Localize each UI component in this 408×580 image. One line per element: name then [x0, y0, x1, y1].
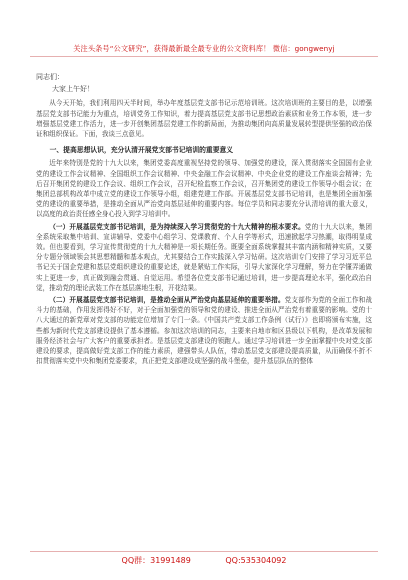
- point-2-heading: （二）开展基层党支部书记培训，是推动全面从严治党向基层延伸的重要举措。: [49, 296, 285, 305]
- section-heading-1: 一、提高思想认识，充分认清开展党支部书记培训的重要意义: [49, 146, 234, 155]
- point-1-heading: （一）开展基层党支部书记培训，是为持续深入学习贯彻党的十九大精神的根本要求。: [49, 222, 305, 231]
- paragraph-point-1: [36, 222, 372, 293]
- header-divider: [30, 56, 378, 57]
- footer-qq-number[interactable]: QQ:535304092: [225, 556, 287, 565]
- paragraph-point-2: [36, 295, 372, 366]
- footer-divider: [30, 551, 378, 552]
- point-2-text: 党支部作为党的全面工作和战斗力的基础，作用发挥得好不好，对于全面加强党的领导和党的建设、推进全面从严治党有着重要的影响。党的十八大通过的新党章对党支部的功能定位增加了专门一条。《中国共产党支部工作条例（试行）》也即将颁布实施，这些都为新时代党支部建设提供了基本遵循。参加这次培训的同志，主要来自地市和区县级以下机构，是改革发展和服务经济社会与广大客户的重要承担者。是基层党支部建设的领跑人。通过学习培训进一步全面掌握中央对党支部建设的要求，提高做好党支部工作的能力素质，建强带头人队伍，带动基层党支部建设提高质量，从而确保不折不扣贯彻落实党中央和集团党委要求，真正把党支部建设成坚强的战斗堡垒，提升基层队伍的整体: [36, 296, 373, 366]
- greeting: 大家上午好！: [52, 85, 94, 94]
- footer-qq-group[interactable]: QQ群：31991489: [121, 556, 191, 565]
- header-banner[interactable]: 关注头条号“公文研究”，获得最新最全最专业的公文资料库！ 微信：gongwenyj: [73, 44, 335, 53]
- paragraph-background: 近年来特别是党的十九大以来，集团党委高度重视坚持党的领导、加强党的建设，深入贯彻落实全国国有企业党的建设工作会议精神、全国组织工作会议精神、中央金融工作会议精神、中央企业党的建设工作座谈会精神；先后召开集团党的建设工作会议、组织工作会议，召开纪检监察工作会议，召开集团党的建设工作领导小组会议；在集团总部机构改革中成立党的建设工作领导小组，组建党建工作部。开展基层党支部书记培训，也是集团全面加强党的建设的重要举措，是推动全面从严治党向基层延伸的重要内容。每位学员和同志要充分认清培训的重大意义，以高度的政治责任感全身心投入到学习培训中。: [36, 159, 372, 219]
- footer-contact: [0, 555, 408, 566]
- point-1-text: 党的十九大以来，集团全系统采取集中培训、宣讲辅导、党委中心组学习、党课教育、个人自学等形式，迅速掀起学习热潮，取得明显成效。但也要看到，学习宣传贯彻党的十九大精神是一项长期任务。既要全面系统掌握其丰富内涵和精神实质，又要分专题分领域领会其思想精髓和基本观点，尤其要结合工作实践深入学习钻研。这次培训专门安排了学习习近平总书记关于国企党建和基层党组织建设的重要论述，就是紧贴工作实际，引导大家深化学习理解，努力在学懂弄通做实上更进一步，真正做到融会贯通、自觉运用。希望各位党支部书记通过培训，进一步提高理论水平，强化政治自觉，推动党的理论武装工作在基层落地生根，开花结果。: [36, 222, 373, 292]
- salutation: 同志们：: [36, 73, 64, 81]
- paragraph-intro: 从今天开始，我们利用四天半时间，举办年度基层党支部书记示范培训班。这次培训班的主要目的是，以增强基层党支部书记能力为重点，培训党务工作知识，着力提高基层党支部书记思想政治素质和业务工作本领，进一步增强基层党建工作活力，进一步开创集团基层党建工作的新局面，为推动集团向高质量发展转型提供坚强的政治保证和组织保证。下面，我谈三点意见。: [36, 99, 372, 139]
- document-body: [36, 64, 372, 368]
